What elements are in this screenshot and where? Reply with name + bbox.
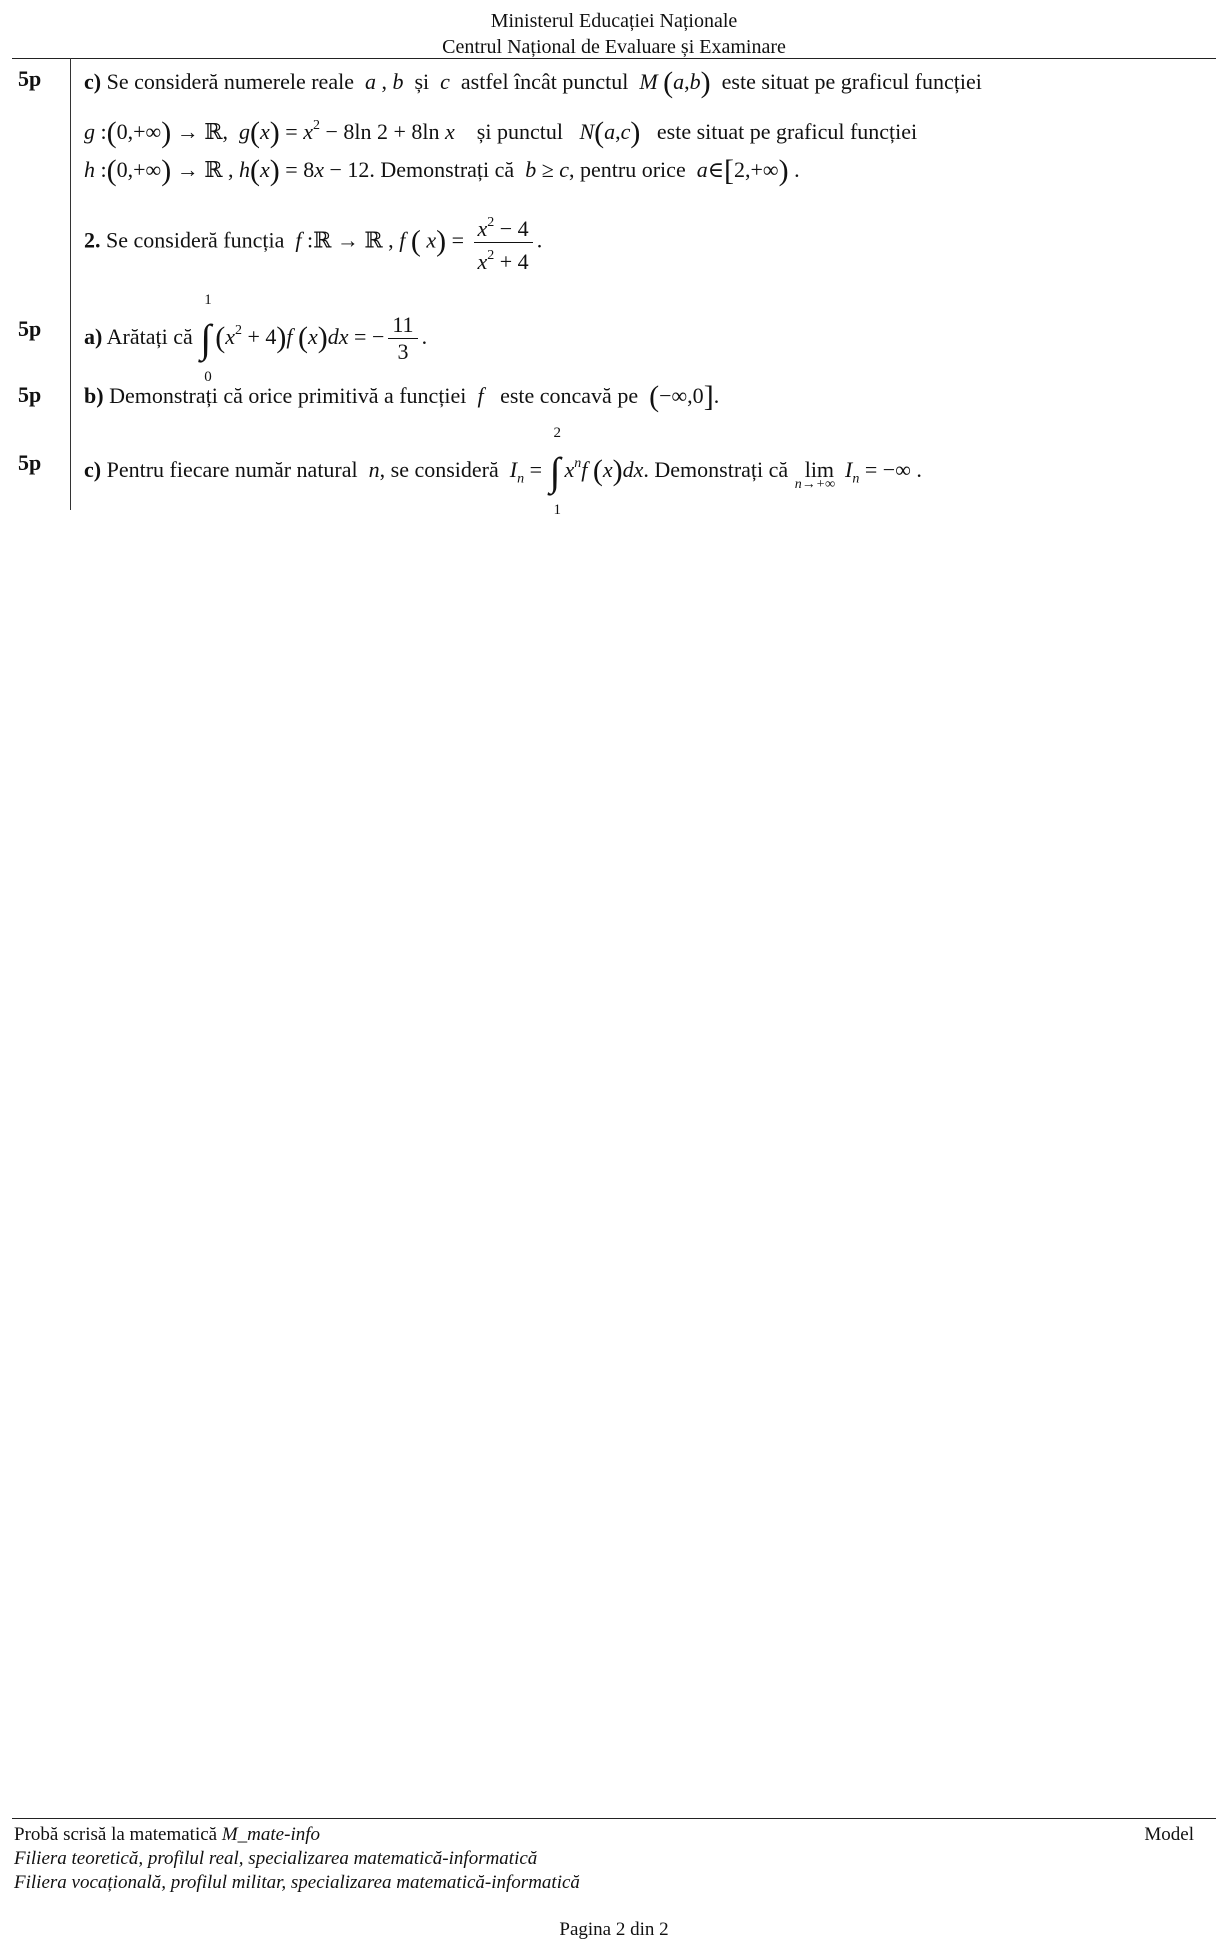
footer-line2: Filiera teoretică, profilul real, specializarea matematică-informatică xyxy=(14,1848,538,1869)
column-divider xyxy=(70,198,71,286)
column-divider xyxy=(70,58,71,198)
problem-1c-line1: c) Se consideră numerele reale a , b și c astfel încât punctul M (a,b) este situat pe graficul funcției xyxy=(84,66,982,99)
center-title: Centrul Național de Evaluare și Examinare xyxy=(442,36,786,58)
statement-text: Arătați că xyxy=(106,324,193,349)
statement-text: este situat pe graficul funcției xyxy=(656,119,918,144)
document-footer xyxy=(14,1823,580,1895)
header-divider xyxy=(12,58,1216,59)
integral-sign: ∫ 2 1 xyxy=(549,424,562,518)
column-divider xyxy=(70,372,71,428)
footer-subject-prefix: Probă scrisă la matematică xyxy=(14,1824,218,1845)
footer-line3: Filiera vocațională, profilul militar, specializarea matematică-informatică xyxy=(14,1872,580,1893)
points-label: 5p xyxy=(18,66,42,91)
problem-2b-statement: b) Demonstrați că orice primitivă a funcției f este concavă pe (−∞,0]. xyxy=(84,380,720,413)
footer-subject: M_mate-info xyxy=(221,1824,321,1845)
problem-2c-statement: c) Pentru fiecare număr natural n, se consideră $I_n$ = ∫ 2 1 $x^nf$ (x)dx. Demonstrați că lim n→+∞ $I_n$ = −∞ . xyxy=(84,424,922,518)
statement-text: , se consideră xyxy=(379,457,499,482)
page-number: Pagina 2 din 2 xyxy=(559,1919,669,1940)
item-label: 2. xyxy=(84,227,101,253)
item-label: c) xyxy=(84,69,102,94)
model-label: Model xyxy=(1144,1824,1194,1845)
statement-text: . Demonstrați că xyxy=(643,457,789,482)
points-label: 5p xyxy=(18,316,42,341)
points-label: 5p xyxy=(18,382,42,407)
statement-text: astfel încât punctul xyxy=(460,69,629,94)
points-label: 5p xyxy=(18,450,42,475)
document-header xyxy=(0,8,1228,60)
statement-text: . Demonstrați că xyxy=(369,157,515,182)
item-label: c) xyxy=(84,457,102,482)
item-label: b) xyxy=(84,383,104,408)
ministry-title: Ministerul Educației Naționale xyxy=(490,10,738,32)
statement-text: Pentru fiecare număr natural xyxy=(106,457,358,482)
problem-1c-line3: h :(0,+∞) → ℝ , h(x) = 8x − 12. Demonstrați că b ≥ c, pentru orice a∈[2,+∞) . xyxy=(84,154,800,187)
integral-sign: ∫ 1 0 xyxy=(200,291,212,385)
statement-text: este concavă pe xyxy=(500,383,639,408)
statement-text: și punctul xyxy=(476,119,563,144)
statement-text: Se consideră funcția xyxy=(106,227,285,253)
footer-divider xyxy=(12,1818,1216,1819)
statement-text: este situat pe graficul funcției xyxy=(721,69,982,94)
statement-text: , pentru orice xyxy=(569,157,686,182)
item-label: a) xyxy=(84,324,103,349)
column-divider xyxy=(70,428,71,510)
problem-1c-line2: g :(0,+∞) → ℝ, $g(x) = x^2 - 8\ln$ 2 + 8ln x și punctul N(a,c) este situat pe graficul funcției xyxy=(84,116,918,149)
problem-2a-statement: a) Arătați că ∫ 1 0 $(x^2 + 4)f$ (x)dx = − $\frac{11}{3}$ . xyxy=(84,291,428,385)
problem-2-statement: 2. Se consideră funcția f :ℝ → ℝ , f ( x) = $\frac{x^2 - 4}{x^2 + 4}$ . xyxy=(84,210,542,275)
statement-text: Demonstrați că orice primitivă a funcției xyxy=(109,383,467,408)
statement-text: Se consideră numerele reale xyxy=(106,69,354,94)
column-divider xyxy=(70,286,71,372)
limit-expression: lim n→+∞ xyxy=(794,457,836,492)
